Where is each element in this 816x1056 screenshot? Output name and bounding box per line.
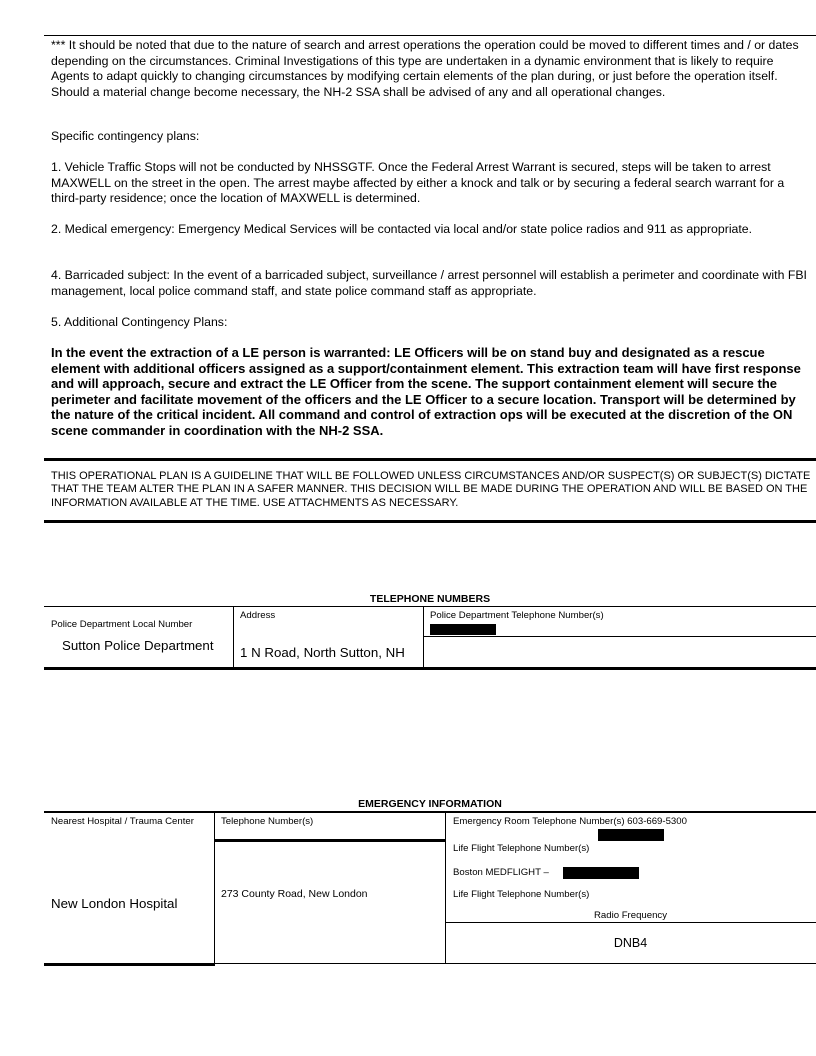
nearest-hospital-label: Nearest Hospital / Trauma Center	[51, 816, 194, 827]
telephone-table-top-rule	[44, 606, 816, 607]
radio-frequency-label: Radio Frequency	[593, 910, 668, 921]
boston-medflight: Boston MEDFLIGHT –	[453, 867, 549, 878]
guideline-bottom-rule	[44, 520, 816, 523]
life-flight-label-1: Life Flight Telephone Number(s)	[453, 843, 590, 854]
police-department-address: 1 N Road, North Sutton, NH	[240, 645, 405, 660]
top-rule	[44, 35, 816, 36]
emergency-bottom-rule-right	[214, 963, 816, 964]
police-local-number-label: Police Department Local Number	[51, 619, 193, 630]
emergency-title: EMERGENCY INFORMATION	[358, 798, 502, 810]
hospital-phone-label: Telephone Number(s)	[221, 816, 314, 827]
telephone-col-divider-1	[233, 606, 234, 668]
guideline-notice: THIS OPERATIONAL PLAN IS A GUIDELINE THAT WILL BE FOLLOWED UNLESS CIRCUMSTANCES AND/OR SUSPECT(S) OR SUBJECT(S) DICTATE THAT THE TEAM ALTER THE PLAN IN A SAFER MANNER. THIS DECISION WILL BE MADE DURING THE OPERATION AND WILL BE BASED ON THE INFORMATION AVAILABLE AT THE TIME. USE ATTACHMENTS AS NECESSARY.	[51, 470, 811, 509]
telephone-title: TELEPHONE NUMBERS	[369, 593, 491, 605]
telephone-col-divider-2	[423, 606, 424, 668]
hospital-name: New London Hospital	[51, 896, 178, 911]
intro-paragraph: *** It should be noted that due to the nature of search and arrest operations the operation could be moved to different times and / or dates depending on the circumstances. Criminal Investigations of this type are undertaken in a dynamic environment that is likely to require Agents to adapt quickly to changing circumstances by modifying certain elements of the plan during, or just before the operation itself. Should a material change become necessary, the NH-2 SSA shall be advised of any and all operational changes.	[51, 38, 799, 99]
police-phone-label: Police Department Telephone Number(s)	[430, 610, 604, 621]
life-flight-label-2: Life Flight Telephone Number(s)	[453, 889, 590, 900]
er-phone-label: Emergency Room Telephone Number(s) 603-669-5300	[453, 816, 687, 827]
redacted-medflight-phone	[563, 867, 639, 879]
extraction-paragraph: In the event the extraction of a LE person is warranted: LE Officers will be on stand buy and designated as a rescue element with additional officers assigned as a support/containment element. This extraction team will have first response and will approach, secure and extract the LE Officer from the scene. The support containment element will secure the perimeter and facilitate movement of the officers and the LE Officer to a secure location. Transport will be determined by the nature of the critical incident. All command and control of extraction ops will be executed at the discretion of the ON scene commander in coordination with the NH-2 SSA.	[51, 345, 801, 438]
emergency-bottom-rule-left	[44, 963, 215, 966]
contingency-item-1: 1. Vehicle Traffic Stops will not be conducted by NHSSGTF. Once the Federal Arrest Warrant is secured, steps will be taken to arrest MAXWELL on the street in the open. The arrest maybe affected by either a knock and talk or by securing a federal search warrant for a third-party residence; once the location of MAXWELL is determined.	[51, 160, 785, 206]
contingency-heading: Specific contingency plans:	[51, 129, 200, 143]
emergency-col2-rule	[214, 839, 445, 842]
contingency-item-5: 5. Additional Contingency Plans:	[51, 315, 228, 329]
redacted-er-phone	[598, 829, 664, 841]
radio-frequency-value: DNB4	[613, 936, 648, 950]
contingency-item-2: 2. Medical emergency: Emergency Medical Services will be contacted via local and/or state police radios and 911 as appropriate.	[51, 222, 753, 236]
emergency-col3-rule	[445, 922, 816, 923]
contingency-item-4: 4. Barricaded subject: In the event of a barricaded subject, surveillance / arrest personnel will establish a perimeter and coordinate with FBI management, local police command staff, and state police command staff as appropriate.	[51, 268, 807, 298]
hospital-address: 273 County Road, New London	[221, 888, 368, 900]
redacted-police-phone	[430, 624, 496, 635]
emergency-table-top-rule	[44, 811, 816, 813]
telephone-col3-rule	[423, 636, 816, 637]
address-label: Address	[240, 610, 276, 621]
guideline-top-rule	[44, 458, 816, 461]
telephone-table-bottom-rule	[44, 667, 816, 670]
emergency-col-divider-1	[214, 811, 215, 966]
police-department-name: Sutton Police Department	[62, 638, 214, 653]
